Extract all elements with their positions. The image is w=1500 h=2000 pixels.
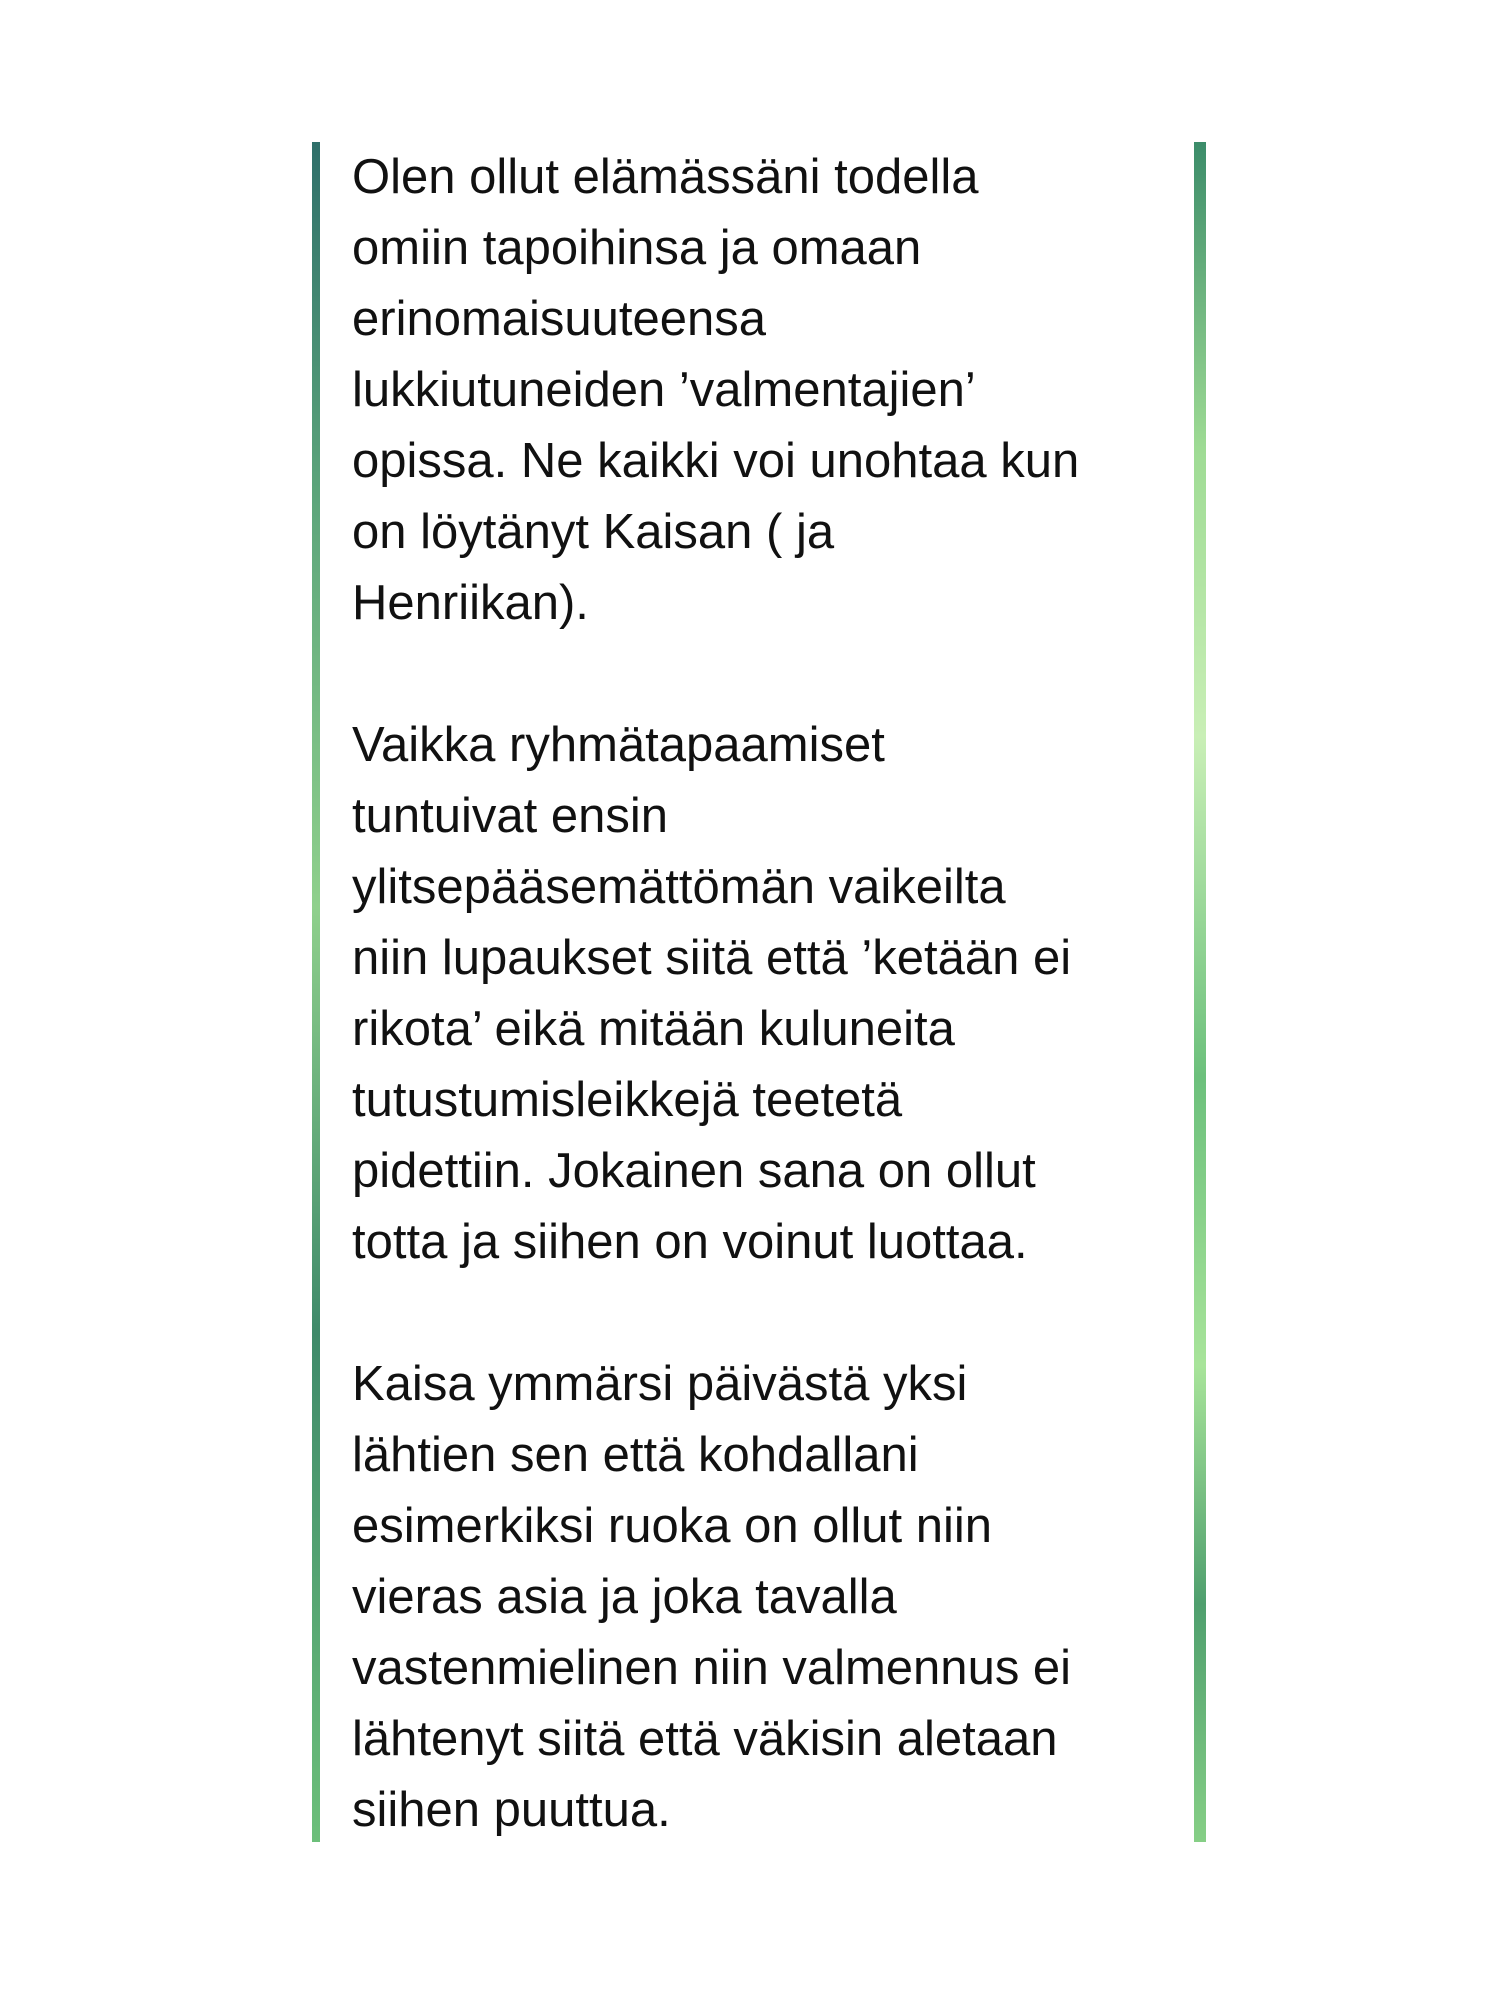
- message-paragraph-1: Olen ollut elämässäni todella omiin tapoihinsa ja omaan erinomaisuuteensa lukkiutuneiden ’valmentajien’ opissa. Ne kaikki voi unohtaa kun on löytänyt Kaisan ( ja Henriikan).: [352, 150, 1080, 630]
- message-text: [352, 142, 1182, 1846]
- right-accent-bar: [1194, 142, 1206, 1842]
- left-accent-bar: [312, 142, 320, 1842]
- message-paragraph-2: Vaikka ryhmätapaamiset tuntuivat ensin ylitsepääsemättömän vaikeilta niin lupaukset siitä että ’ketään ei rikota’ eikä mitään kuluneita tutustumisleikkejä teetetä pidettiin. Jokainen sana on ollut totta ja siihen on voinut luottaa.: [352, 718, 1072, 1269]
- message-card: [312, 142, 1206, 1842]
- message-paragraph-3: Kaisa ymmärsi päivästä yksi lähtien sen että kohdallani esimerkiksi ruoka on ollut niin vieras asia ja joka tavalla vastenmielinen niin valmennus ei lähtenyt siitä että väkisin aletaan siihen puuttua.: [352, 1357, 1072, 1837]
